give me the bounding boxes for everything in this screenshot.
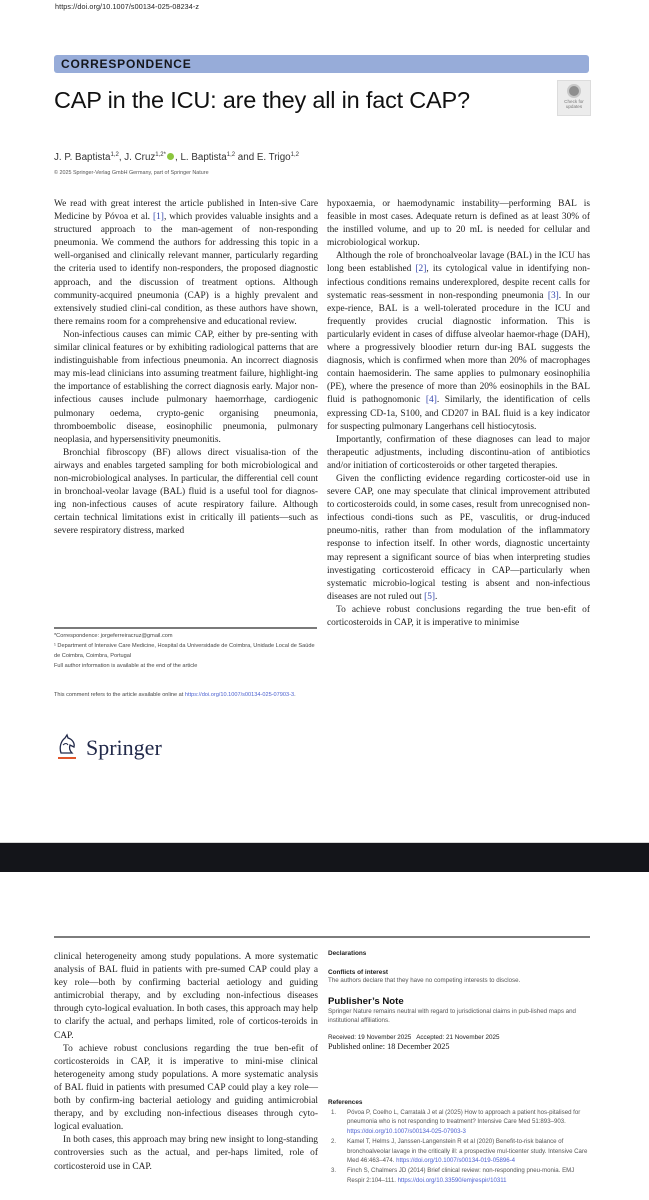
publisher-name: Springer [86,735,162,760]
conflicts-text: The authors declare that they have no competing interests to disclose. [328,977,521,984]
page-separator [0,842,649,873]
reference-item: 3. Finch S, Chalmers JD (2014) Brief clinical review: non-responding pneu-monia. EMJ Respir 2:104–111. https://doi.org/10.33590/emjrespir/10311 [331,1167,575,1184]
author-name: J. P. Baptista [54,152,111,163]
check-updates-line1: Check for [564,99,584,104]
copyright-notice: © 2025 Springer-Verlag GmbH Germany, part of Springer Nature [54,170,209,176]
paragraph: We read with great interest the article published in Inten-sive Care Medicine by Póvoa et al. [1], which provides valuable insights and a structured approach to the man-agement of non-responding pneumonia. We commend the authors for addressing this topic in a well-organised and clinically relevant manner, particularly regarding the criteria used to identify non-responders, the proposed diagnostic approach, and the discussion of treatment options. Although community-acquired pneumonia (CAP) is a highly prevalent and extensively studied clini-cal condition, as these authors have shown, there remains room for a comprehensive and educational review. [54,199,318,327]
references-heading: References [328,1099,363,1106]
paragraph: To achieve robust conclusions regarding the true ben-efit of corticosteroids in CAP, it is imperative to minimise [327,604,590,628]
received-accepted-dates: Received: 19 November 2025 Accepted: 21 November 2025 [328,1033,500,1041]
author-name: J. Cruz [124,152,156,163]
citation-link[interactable]: [4] [425,395,437,406]
page2-top-rule [54,936,590,938]
paragraph: Bronchial fibroscopy (BF) allows direct visualisa-tion of the airways and enables targeted sampling for both microbiological and non-microbiological analyses. In particular, the differential cell count in bronchoal-veolar lavage (BAL) fluid is a useful tool for diagnos-ing non-infectious causes of acute respiratory failure. Although certain technical limitations exist in critically ill patients—such as severe respiratory distress, marked [54,447,318,537]
affiliation: ¹ Department of Intensive Care Medicine, Hospital da Universidade de Coimbra, Unidade Local de Saúde de Coimbra, Coimbra, Portugal [54,642,315,659]
orcid-icon[interactable] [167,153,174,160]
comment-reference: This comment refers to the article available online at https://doi.org/10.1007/s00134-025-07903-3. [54,692,296,698]
springer-horse-icon [56,733,78,761]
paragraph: To achieve robust conclusions regarding the true ben-efit of corticosteroids in CAP, it is imperative to mini-mise clinical heterogeneity among study populations. A more systematic analysis of BAL fluid in patients with presumed CAP could play a key role—both by confirm-ing bacterial aetiology and guiding antimicrobial therapy, and by excluding non-infectious diseases through cyto-logical evaluation. [54,1043,318,1133]
body-column-left [54,198,318,538]
footnote [54,632,319,672]
paragraph: In both cases, this approach may bring new insight to long-standing controversies such as the actual, and per-haps limited, role of corticosteroid use in CAP. [54,1135,318,1172]
paragraph: clinical heterogeneity among study populations. A more systematic analysis of BAL fluid in patients with pre-sumed CAP could play a key role—both by confirming bacterial aetiology and guiding antimicrobial therapy, and by excluding non-infectious diseases through cyto-logical evaluation. In both cases, this approach may help to clarify the actual, and perhaps limited, role of corticos-teroids in CAP. [54,952,318,1041]
citation-link[interactable]: [5] [424,591,436,602]
reference-item: 2. Kamel T, Helms J, Janssen-Langenstein R et al (2020) Benefit-to-risk balance of bronchoalveolar lavage in the critically ill: a prospective mul-ticenter study. Intensive Care Med 46:463–474. https://doi.org/10.1007/s00134-019-05896-4 [331,1138,588,1165]
author-affiliation: 1,2* [155,152,166,158]
author-name: L. Baptista [180,152,227,163]
page2-body-column [54,951,318,1174]
publishers-note-text: Springer Nature remains neutral with regard to jurisdictional claims in pub-lished maps and institutional affiliations. [328,1007,576,1024]
citation-link[interactable]: [1] [153,212,164,223]
check-for-updates-button[interactable] [557,80,591,116]
declarations-heading: Declarations [328,950,367,957]
body-column-right [327,198,590,630]
full-author-info: Full author information is available at the end of the article [54,662,198,669]
citation-link[interactable]: [3] [547,290,559,301]
references-section [328,1099,593,1186]
author-affiliation: 1,2 [290,152,299,158]
reference-doi-link[interactable]: https://doi.org/10.33590/emjrespir/10311 [397,1176,507,1184]
author-list: J. P. Baptista$^{1,2}$, J. Cruz$^{1,2*}$ , L. Baptista$^{1,2}$ and E. Trigo$^{1,2}$ [54,152,299,163]
reference-doi-link[interactable]: https://doi.org/10.1007/s00134-019-05896-4 [396,1157,516,1165]
reference-item: 1. Póvoa P, Coelho L, Carratalà J et al (2025) How to approach a patient hos-pitalised for pneumonia who is not responding to treatment? Intensive Care Med 51:893–903. https://doi.org/10.1007/s00134-025-07903-3 [331,1109,581,1135]
reference-doi-link[interactable]: https://doi.org/10.1007/s00134-025-07903-3 [347,1127,466,1135]
publishers-note-heading: Publisher’s Note [328,995,404,1007]
footnote-divider [54,627,317,629]
declarations-section [328,950,593,1051]
author-affiliation: 1,2 [110,152,119,158]
author-affiliation: 1,2 [226,152,236,158]
correspondence-email[interactable]: *Correspondence: jorgeferreiracruz@gmail.com [54,633,173,639]
article-doi[interactable]: https://doi.org/10.1007/s00134-025-08234-z [55,2,200,11]
referenced-article-link[interactable]: https://doi.org/10.1007/s00134-025-07903-3 [184,692,295,698]
paragraph: Non-infectious causes can mimic CAP, either by pre-senting with similar clinical features or by exhibiting radiological patterns that are indistinguishable from infectious pneumonia. An incorrect diagnosis may mis-lead clinicians into assuming treatment failure, highlight-ing the importance of establishing the correct diagnosis early. Major non-infectious causes include pulmonary haemorrhage, cardiogenic pulmonary oedema, crypto-genic organising pneumonia, thromboembolic disease, eosinophilic pneumonia, pulmonary neoplasia, and hypersensitivity pneumonitis. [54,329,318,445]
paragraph: Importantly, confirmation of these diagnoses can lead to major therapeutic adjustments, including discontinu-ation of antibiotics and/or initiation of corticosteroids or other targeted therapies. [327,434,590,471]
article-title: CAP in the ICU: are they all in fact CAP? [54,87,470,113]
paragraph: Given the conflicting evidence regarding corticoster-oid use in severe CAP, one may speculate that clinical improvement attributed to corticosteroids could, in some cases, result from unrecognised non-infectious condi-tions such as PE, vasculitis, or drug-induced pneumo-nitis, rather than from modulation of the inflammatory response to infection itself. In other words, diagnostic uncertainty may represent a significant source of bias when interpreting studies investigating corticosteroid efficacy in CAP—particularly when systematic microbio-logical testing is absent and non-infectious diseases are not ruled out [5]. [327,473,590,602]
section-label-bar [54,55,589,73]
check-updates-icon [567,84,581,98]
author-name: E. Trigo [256,152,291,163]
check-updates-line2: updates [565,104,583,109]
section-label: CORRESPONDENCE [61,57,192,71]
citation-link[interactable]: [2] [415,264,427,275]
paragraph: hypoxaemia, or haemodynamic instability—performing BAL is feasible in most cases. Adequate return is defined as at least 30% of the instilled volume, and up to 20 mL is needed for cellular and microbiological workup. [327,199,590,249]
conflicts-heading: Conflicts of interest [328,969,389,976]
published-online-date: Published online: 18 December 2025 [328,1041,450,1051]
paragraph: Although the role of bronchoalveolar lavage (BAL) in the ICU has long been established [2], its cytological value in identifying non-infectious conditions remains underexplored, despite recent calls for systematic reas-sessment in non-responding pneumonia [3]. In our expe-rience, BAL is a well-tolerated procedure in the ICU and frequently provides crucial diagnostic information. This is particularly evident in cases of diffuse alveolar haemor-rhage (DAH), where a progressively bloodier return dur-ing BAL suggests the diagnosis, which is confirmed when more than 20% of macrophages contain haemosiderin. The same applies to pulmonary eosinophilia (PE), where the presence of more than 20% eosinophils in the BAL fluid is pathognomonic [4]. Similarly, the identification of cells expressing CD-1a, S100, and CD207 in BAL fluid is a key indicator for suspecting pulmonary Langerhans cell histiocytosis. [327,251,590,432]
